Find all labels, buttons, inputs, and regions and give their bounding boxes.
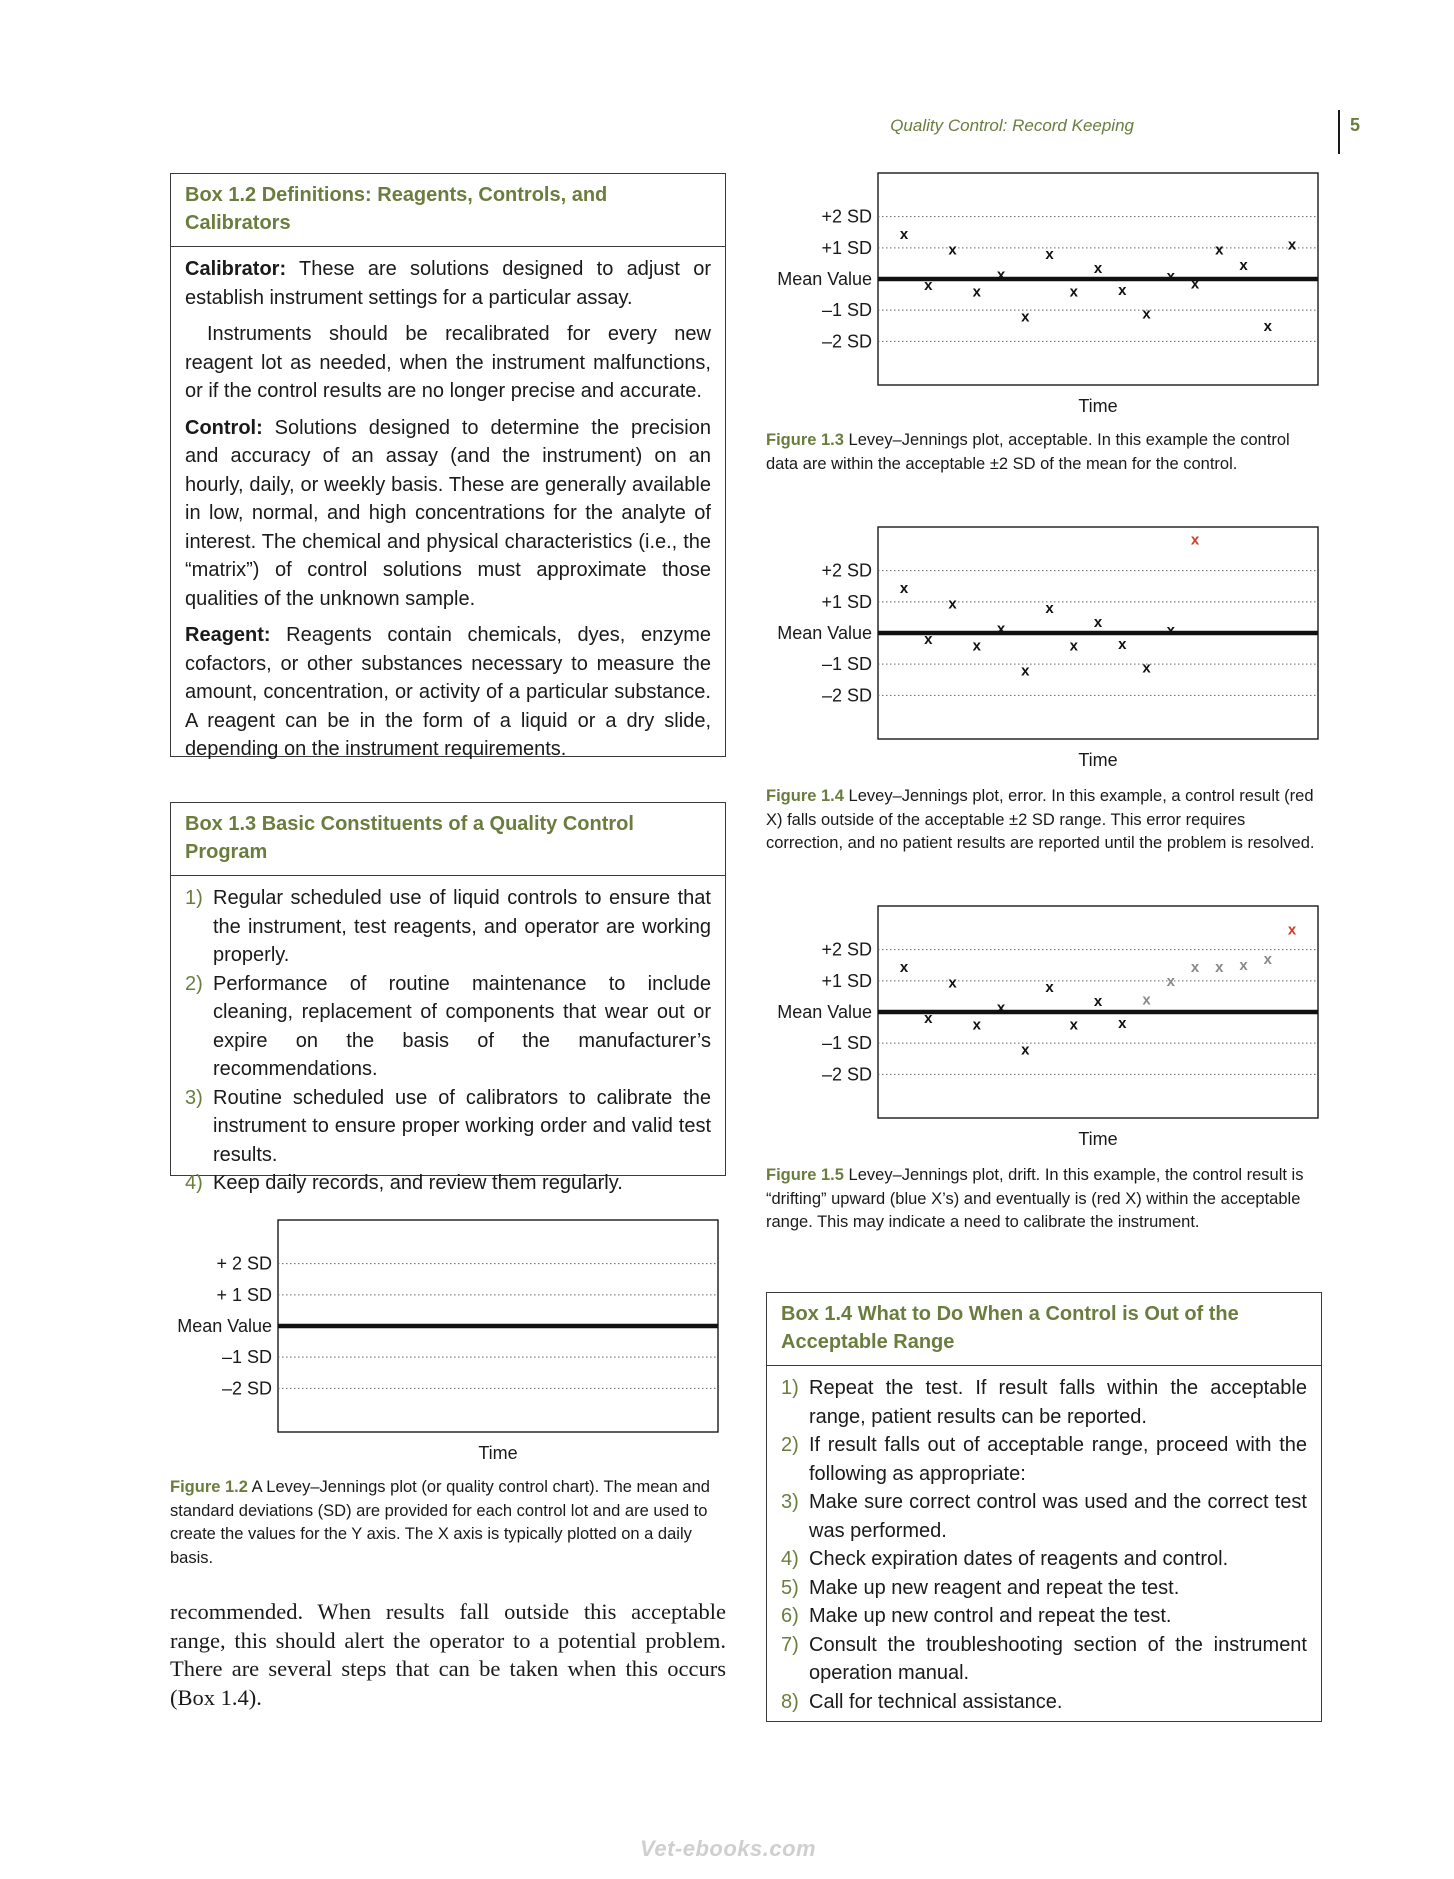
reagent-term: Reagent:: [185, 624, 271, 646]
box-1-2: [170, 173, 726, 760]
x-axis-label: Time: [1078, 396, 1118, 416]
x-axis-label: Time: [478, 1443, 518, 1463]
list-item-number: 2): [781, 1434, 799, 1456]
data-point-marker: x: [996, 999, 1006, 1017]
data-point-marker: x: [1045, 246, 1054, 264]
figure-1-2-svg: [160, 1218, 730, 1463]
figure-1-5-text: Levey–Jennings plot, drift. In this example, the control result is “drifting” upward (blue X’s) and eventually is (red X) within the acceptable range. This may indicate a need to calibrate the instrument.: [766, 1166, 1304, 1231]
figure-1-3-svg: [760, 171, 1320, 416]
data-point-marker: x: [1287, 236, 1297, 254]
data-point-marker: x: [1190, 531, 1200, 549]
y-tick-label: +1 SD: [821, 970, 872, 991]
data-point-marker: x: [1021, 308, 1030, 326]
list-item: [185, 1169, 711, 1198]
data-point-marker: x: [1287, 921, 1297, 939]
list-item-number: 6): [781, 1605, 799, 1627]
list-item-text: Check expiration dates of reagents and control.: [809, 1548, 1229, 1570]
control-text: Solutions designed to determine the precision and accuracy of an assay (and the instrument) on an hourly, daily, or weekly basis. These are generally available in low, normal, and high concentrations for the analyte of interest. The chemical and physical characteristics (i.e., the “matrix”) of control solutions must approximate those qualities of the unknown sample.: [185, 416, 711, 610]
y-tick-label: +2 SD: [821, 206, 872, 227]
y-tick-label: –2 SD: [221, 1378, 272, 1399]
y-tick-label: –1 SD: [821, 1033, 872, 1054]
list-item-text: Make up new reagent and repeat the test.: [809, 1576, 1180, 1599]
list-item: [781, 1374, 1307, 1431]
box-1-3-list: [185, 884, 711, 1198]
list-item: [185, 884, 711, 970]
data-point-marker: x: [1069, 1016, 1078, 1034]
reagent-text: Reagents contain chemicals, dyes, enzyme cofactors, or other substances necessary to measure the amount, concentration, or activity of a particular substance. A reagent can be in the form of a liquid or a dry slide, depending on the instrument requirements.: [185, 624, 711, 760]
figure-1-3-text: Levey–Jennings plot, acceptable. In this example the control data are within the acceptable ±2 SD of the mean for the control.: [766, 431, 1290, 473]
figure-1-2-chart: [160, 1218, 730, 1463]
data-point-marker: x: [1190, 958, 1200, 976]
list-item-number: 3): [781, 1491, 799, 1513]
list-item-number: 1): [781, 1377, 799, 1399]
figure-1-4-label: Figure 1.4: [766, 787, 844, 805]
running-head: Quality Control: Record Keeping: [890, 116, 1134, 135]
data-point-marker: x: [1045, 600, 1054, 618]
figure-1-4-chart: [760, 525, 1320, 770]
calibrator-term: Calibrator:: [185, 258, 287, 280]
data-point-marker: x: [1118, 1014, 1127, 1032]
y-tick-label: Mean Value: [777, 1002, 872, 1022]
box-1-2-body: [171, 247, 725, 782]
box-1-4: [766, 1292, 1322, 1722]
data-point-marker: x: [996, 266, 1006, 284]
calibrator-text-2: Instruments should be recalibrated for every new reagent lot as needed, when the instrument malfunctions, or if the control results are no longer precise and accurate.: [185, 323, 711, 402]
data-point-marker: x: [899, 958, 909, 976]
list-item: [781, 1545, 1307, 1574]
list-item-text: Repeat the test. If result falls within the acceptable range, patient results can be reported.: [809, 1377, 1307, 1428]
box-1-4-title: Box 1.4 What to Do When a Control is Out of the Acceptable Range: [767, 1293, 1321, 1366]
y-tick-label: Mean Value: [177, 1316, 272, 1336]
data-point-marker: x: [1190, 275, 1200, 293]
data-point-marker: x: [1166, 972, 1175, 990]
data-point-marker: x: [972, 283, 981, 301]
data-point-marker: x: [1045, 979, 1054, 997]
list-item-number: 2): [185, 972, 203, 995]
list-item-text: Performance of routine maintenance to include cleaning, replacement of components that wear out or expire on the basis of the manufacturer’s recommendations.: [213, 972, 711, 1080]
list-item-number: 5): [781, 1576, 799, 1599]
data-point-marker: x: [1118, 281, 1127, 299]
list-item-number: 4): [185, 1172, 203, 1194]
y-tick-label: + 2 SD: [216, 1253, 272, 1274]
y-tick-label: –1 SD: [821, 654, 872, 675]
y-tick-label: +2 SD: [821, 560, 872, 581]
list-item-text: Regular scheduled use of liquid controls to ensure that the instrument, test reagents, and operator are working properly.: [213, 887, 711, 966]
reagent-definition: [185, 621, 711, 764]
figure-1-4-svg: [760, 525, 1320, 770]
page-number: 5: [1350, 115, 1361, 135]
list-item: [781, 1574, 1307, 1603]
data-point-marker: x: [1069, 283, 1078, 301]
data-point-marker: x: [1142, 305, 1151, 323]
data-point-marker: x: [924, 277, 933, 295]
y-tick-label: –2 SD: [821, 1064, 872, 1085]
list-item: [781, 1688, 1307, 1717]
list-item-text: Make sure correct control was used and the correct test was performed.: [809, 1491, 1307, 1542]
figure-1-5-svg: [760, 904, 1320, 1149]
list-item: [185, 970, 711, 1084]
list-item-text: Make up new control and repeat the test.: [809, 1605, 1172, 1627]
data-point-marker: x: [1142, 659, 1151, 677]
data-point-marker: x: [924, 1010, 933, 1028]
data-point-marker: x: [899, 579, 909, 597]
data-point-marker: x: [1263, 951, 1272, 968]
figure-1-2-caption: [170, 1476, 726, 1570]
data-point-marker: x: [1021, 662, 1030, 680]
list-item: [781, 1431, 1307, 1488]
data-point-marker: x: [1215, 241, 1224, 259]
y-tick-label: +1 SD: [821, 591, 872, 612]
data-point-marker: x: [948, 974, 957, 992]
data-point-marker: x: [948, 595, 957, 613]
control-definition: [185, 414, 711, 614]
y-tick-label: +1 SD: [821, 237, 872, 258]
calibrator-definition: [185, 255, 711, 312]
figure-1-2-text: A Levey–Jennings plot (or quality control chart). The mean and standard deviations (SD) are provided for each control lot and are used to create the values for the Y axis. The X axis is typically plotted on a daily basis.: [170, 1478, 710, 1567]
figure-1-3-chart: [760, 171, 1320, 416]
figure-1-5-caption: [766, 1164, 1324, 1235]
y-tick-label: –1 SD: [221, 1347, 272, 1368]
list-item-text: Call for technical assistance.: [809, 1690, 1063, 1713]
box-1-3-body: [171, 876, 725, 1208]
box-1-3: [170, 802, 726, 1194]
data-point-marker: x: [1069, 637, 1078, 655]
data-point-marker: x: [996, 620, 1006, 638]
data-point-marker: x: [1093, 993, 1103, 1011]
list-item-number: 4): [781, 1548, 799, 1570]
list-item-text: Routine scheduled use of calibrators to calibrate the instrument to ensure proper working order and valid test results.: [213, 1086, 711, 1166]
y-tick-label: Mean Value: [777, 269, 872, 289]
list-item: [781, 1602, 1307, 1631]
data-point-marker: x: [948, 241, 957, 259]
list-item-number: 8): [781, 1690, 799, 1713]
list-item-number: 1): [185, 887, 203, 909]
watermark-logo: Vet-ebooks.com: [640, 1836, 817, 1861]
data-point-marker: x: [1166, 267, 1175, 285]
box-1-2-title: Box 1.2 Definitions: Reagents, Controls, and Calibrators: [171, 174, 725, 247]
data-point-marker: x: [924, 631, 933, 649]
data-point-marker: x: [1093, 260, 1103, 278]
data-point-marker: x: [1142, 991, 1151, 1009]
list-item-text: Keep daily records, and review them regularly.: [213, 1172, 623, 1194]
data-point-marker: x: [1166, 621, 1175, 639]
body-paragraph: recommended. When results fall outside this acceptable range, this should alert the operator to a potential problem. There are several steps that can be taken when this occurs (Box 1.4).: [170, 1599, 726, 1710]
y-tick-label: + 1 SD: [216, 1284, 272, 1305]
data-point-marker: x: [1021, 1041, 1030, 1059]
data-point-marker: x: [899, 225, 909, 243]
control-term: Control:: [185, 416, 263, 439]
list-item-number: 7): [781, 1633, 799, 1656]
y-tick-label: –2 SD: [821, 685, 872, 706]
data-point-marker: x: [972, 1016, 981, 1034]
figure-1-3-label: Figure 1.3: [766, 431, 844, 449]
figure-1-4-caption: [766, 785, 1324, 856]
data-point-marker: x: [972, 637, 981, 655]
x-axis-label: Time: [1078, 750, 1118, 770]
data-point-marker: x: [1263, 317, 1272, 335]
list-item-number: 3): [185, 1086, 203, 1109]
data-point-marker: x: [1118, 635, 1127, 653]
figure-1-2-label: Figure 1.2: [170, 1478, 248, 1496]
box-1-4-body: [767, 1366, 1321, 1726]
figure-1-4-text: Levey–Jennings plot, error. In this example, a control result (red X) falls outside of the acceptable ±2 SD range. This error requires correction, and no patient results are reported until the problem is resolved.: [766, 787, 1315, 852]
data-point-marker: x: [1215, 958, 1224, 976]
list-item: [781, 1488, 1307, 1545]
figure-1-5-chart: [760, 904, 1320, 1149]
y-tick-label: Mean Value: [777, 623, 872, 643]
header-divider: [1338, 110, 1340, 154]
calibrator-text: These are solutions designed to adjust or establish instrument settings for a particular assay.: [185, 258, 711, 309]
y-tick-label: –2 SD: [821, 331, 872, 352]
figure-1-3-caption: [766, 429, 1324, 476]
list-item: [185, 1084, 711, 1170]
y-tick-label: +2 SD: [821, 939, 872, 960]
data-point-marker: x: [1239, 256, 1248, 274]
x-axis-label: Time: [1078, 1129, 1118, 1149]
list-item-text: Consult the troubleshooting section of the instrument operation manual.: [809, 1633, 1307, 1684]
figure-1-5-label: Figure 1.5: [766, 1166, 844, 1184]
list-item-text: If result falls out of acceptable range, proceed with the following as appropriate:: [809, 1434, 1307, 1485]
data-point-marker: x: [1239, 957, 1248, 975]
data-point-marker: x: [1093, 614, 1103, 632]
list-item: [781, 1631, 1307, 1688]
box-1-4-list: [781, 1374, 1307, 1716]
y-tick-label: –1 SD: [821, 300, 872, 321]
box-1-3-title: Box 1.3 Basic Constituents of a Quality Control Program: [171, 803, 725, 876]
